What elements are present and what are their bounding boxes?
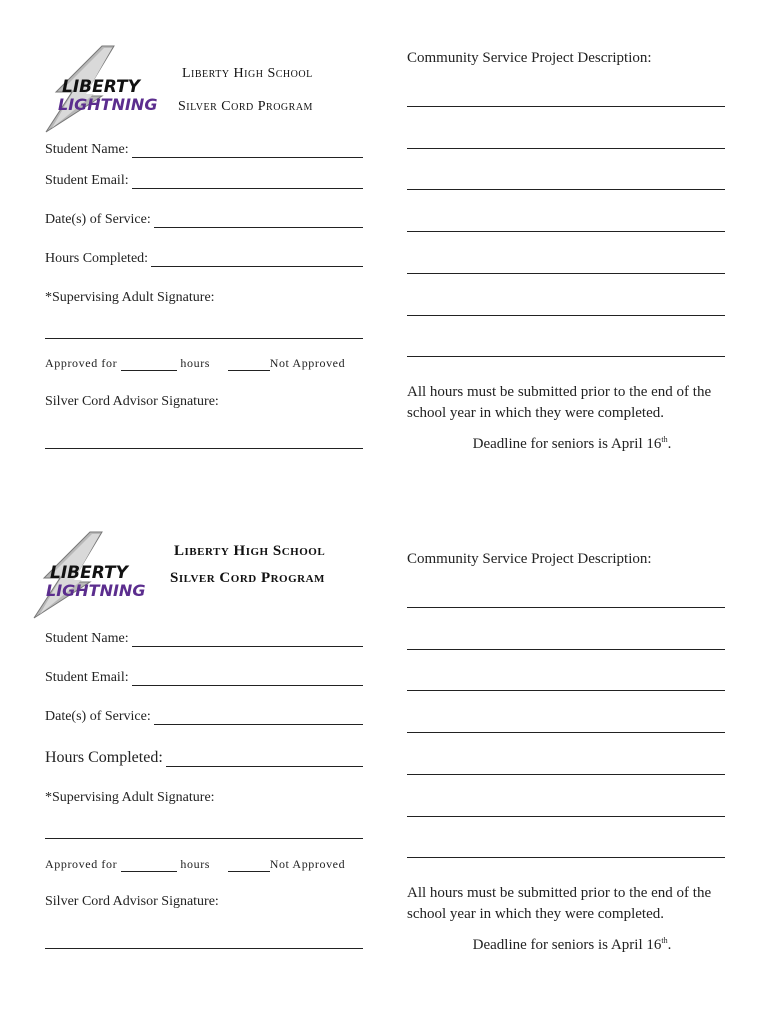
description-line[interactable] [407,231,725,232]
student-email-label: Student Email: [45,173,129,188]
approved-for-label: Approved for [45,356,118,370]
supervising-signature-line[interactable] [45,838,363,839]
hours-completed-line[interactable] [151,252,363,267]
dates-of-service-label: Date(s) of Service: [45,709,151,724]
hours-label: hours [180,857,211,871]
submission-note: All hours must be submitted prior to the end of the school year in which they were completed. [407,885,712,922]
student-name-field[interactable] [45,631,363,647]
logo-text-liberty: LIBERTY [50,563,128,583]
description-line[interactable] [407,690,725,691]
deadline-note [407,936,737,954]
not-approved-label: Not Approved [269,857,346,871]
not-approved-blank[interactable] [228,360,270,371]
hours-completed-line[interactable] [166,752,363,767]
dates-of-service-label: Date(s) of Service: [45,212,151,227]
supervising-signature-label: *Supervising Adult Signature: [45,790,215,805]
logo-text-lightning: LIGHTNING [46,581,146,600]
supervising-signature-line[interactable] [45,338,363,339]
deadline-note [407,435,737,453]
approval-row [45,857,345,872]
not-approved-label: Not Approved [269,356,346,370]
advisor-signature-label: Silver Cord Advisor Signature: [45,894,219,909]
description-line[interactable] [407,816,725,817]
dates-of-service-field[interactable] [45,709,363,725]
school-name: Liberty High School [182,66,313,81]
description-line[interactable] [407,649,725,650]
hours-completed-label: Hours Completed: [45,749,163,766]
deadline-ordinal: th [661,435,668,444]
not-approved-blank[interactable] [228,861,270,872]
description-line[interactable] [407,356,725,357]
description-line[interactable] [407,857,725,858]
silver-cord-form-1 [0,0,770,500]
submission-note: All hours must be submitted prior to the end of the school year in which they were completed. [407,384,712,421]
deadline-period: . [667,937,672,953]
advisor-signature-line[interactable] [45,448,363,449]
deadline-period: . [667,436,672,452]
deadline-text: Deadline for seniors is April 16 [472,436,662,452]
supervising-signature-label: *Supervising Adult Signature: [45,290,215,305]
student-email-line[interactable] [132,671,363,686]
hours-completed-label: Hours Completed: [45,251,149,266]
advisor-signature-label: Silver Cord Advisor Signature: [45,394,219,409]
description-line[interactable] [407,774,725,775]
student-name-field[interactable] [45,142,363,158]
silver-cord-form-2 [0,500,770,1000]
deadline-ordinal: th [661,936,668,945]
advisor-signature-line[interactable] [45,948,363,949]
student-email-field[interactable] [45,173,363,189]
deadline-text: Deadline for seniors is April 16 [472,937,662,953]
student-name-label: Student Name: [45,631,129,646]
description-line[interactable] [407,106,725,107]
program-name: Silver Cord Program [170,570,325,586]
school-name: Liberty High School [174,543,326,559]
hours-completed-field[interactable] [45,749,363,767]
approved-hours-blank[interactable] [121,861,177,872]
description-title: Community Service Project Description: [407,551,652,567]
student-name-label: Student Name: [45,142,129,157]
approval-row [45,356,345,371]
description-line[interactable] [407,189,725,190]
program-name: Silver Cord Program [178,99,313,114]
description-line[interactable] [407,732,725,733]
description-line[interactable] [407,607,725,608]
liberty-lightning-logo [42,44,162,134]
hours-completed-field[interactable] [45,251,363,267]
dates-of-service-line[interactable] [154,213,363,228]
student-name-line[interactable] [132,632,363,647]
approved-hours-blank[interactable] [121,360,177,371]
description-line[interactable] [407,148,725,149]
liberty-lightning-logo [30,530,150,620]
hours-label: hours [180,356,211,370]
description-line[interactable] [407,315,725,316]
student-name-line[interactable] [132,143,363,158]
description-title: Community Service Project Description: [407,50,652,66]
dates-of-service-line[interactable] [154,710,363,725]
logo-text-lightning: LIGHTNING [58,95,158,114]
approved-for-label: Approved for [45,857,118,871]
logo-text-liberty: LIBERTY [62,77,140,97]
student-email-label: Student Email: [45,670,129,685]
student-email-field[interactable] [45,670,363,686]
dates-of-service-field[interactable] [45,212,363,228]
description-line[interactable] [407,273,725,274]
student-email-line[interactable] [132,174,363,189]
